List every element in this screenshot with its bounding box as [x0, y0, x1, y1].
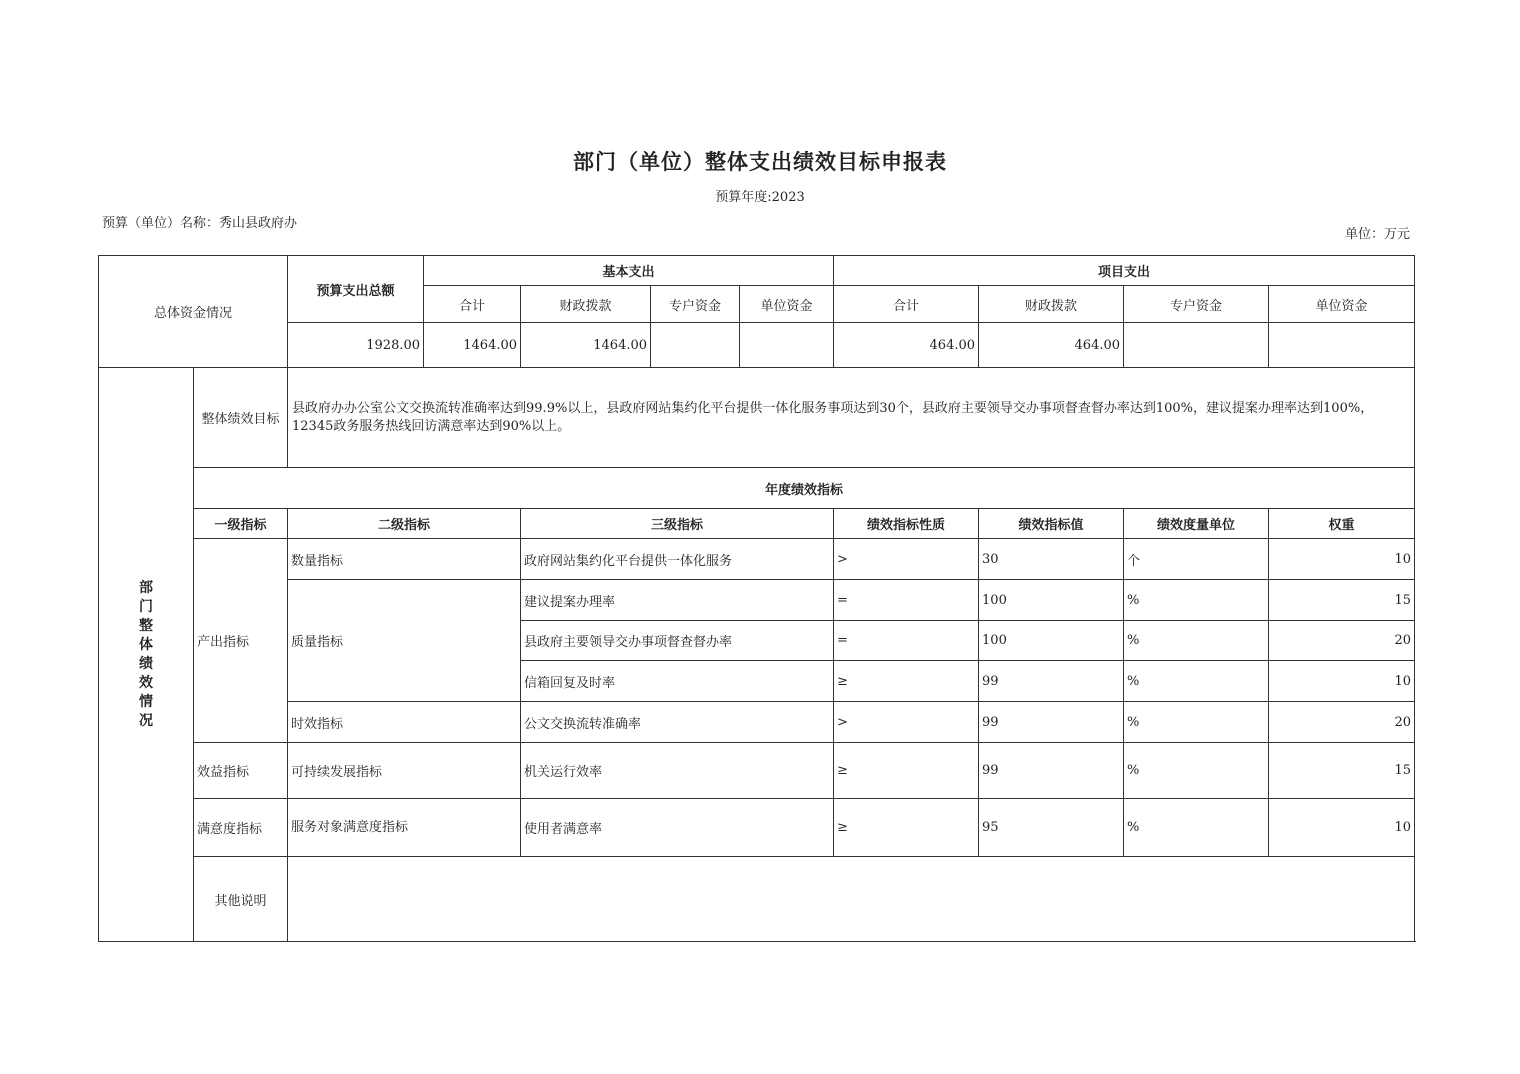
page-title: 部门（单位）整体支出绩效目标申报表 — [573, 150, 947, 174]
basic-sub-header: 专户资金 — [651, 286, 740, 323]
unit-cell: 个 — [1124, 539, 1269, 580]
column-header: 三级指标 — [521, 509, 834, 539]
value-cell: 100 — [979, 580, 1124, 621]
perf-section-label — [99, 368, 194, 942]
basic-sub-header: 合计 — [424, 286, 521, 323]
table-row — [99, 799, 1415, 857]
project-header: 项目支出 — [834, 256, 1415, 286]
unit-cell: % — [1124, 799, 1269, 857]
level1-cell: 效益指标 — [194, 743, 288, 799]
nature-cell: ≥ — [834, 661, 979, 702]
level2-cell: 数量指标 — [288, 539, 521, 580]
basic-value: 1464.00 — [521, 323, 651, 368]
project-value: 464.00 — [834, 323, 979, 368]
weight-cell: 15 — [1269, 580, 1415, 621]
weight-cell: 10 — [1269, 661, 1415, 702]
project-sub-header: 合计 — [834, 286, 979, 323]
level1-cell: 产出指标 — [194, 539, 288, 743]
unit-cell: % — [1124, 702, 1269, 743]
table-row — [99, 702, 1415, 743]
funds-row-label: 总体资金情况 — [99, 256, 288, 368]
project-sub-header: 专户资金 — [1124, 286, 1269, 323]
table-row — [99, 743, 1415, 799]
level3-cell: 公文交换流转准确率 — [521, 702, 834, 743]
currency-unit: 单位：万元 — [1344, 227, 1410, 242]
project-value — [1269, 323, 1415, 368]
basic-sub-header: 单位资金 — [740, 286, 834, 323]
nature-cell: > — [834, 539, 979, 580]
column-header: 一级指标 — [194, 509, 288, 539]
weight-cell: 10 — [1269, 539, 1415, 580]
nature-cell: = — [834, 580, 979, 621]
perf-section-text: 部门整体绩效情况 — [139, 579, 153, 729]
basic-value — [740, 323, 834, 368]
weight-cell: 20 — [1269, 621, 1415, 661]
basic-sub-header: 财政拨款 — [521, 286, 651, 323]
level3-cell: 县政府主要领导交办事项督查督办率 — [521, 621, 834, 661]
weight-cell: 10 — [1269, 799, 1415, 857]
weight-cell: 15 — [1269, 743, 1415, 799]
level2-cell — [288, 799, 521, 857]
level1-cell: 满意度指标 — [194, 799, 288, 857]
column-header: 二级指标 — [288, 509, 521, 539]
level2-cell: 时效指标 — [288, 702, 521, 743]
column-header: 绩效度量单位 — [1124, 509, 1269, 539]
unit-cell: % — [1124, 661, 1269, 702]
project-sub-header: 单位资金 — [1269, 286, 1415, 323]
nature-cell: = — [834, 621, 979, 661]
value-cell: 99 — [979, 702, 1124, 743]
column-header: 绩效指标性质 — [834, 509, 979, 539]
unit-cell: % — [1124, 621, 1269, 661]
goal-label: 整体绩效目标 — [194, 368, 288, 468]
nature-cell: > — [834, 702, 979, 743]
level2-cell: 可持续发展指标 — [288, 743, 521, 799]
value-cell: 95 — [979, 799, 1124, 857]
value-cell: 30 — [979, 539, 1124, 580]
nature-cell: ≥ — [834, 799, 979, 857]
table-row — [99, 580, 1415, 621]
level2-text: 服务对象满意度指标 — [291, 820, 409, 835]
level3-cell: 使用者满意率 — [521, 799, 834, 857]
project-value — [1124, 323, 1269, 368]
goal-text: 县政府办办公室公文交换流转准确率达到99.9%以上，县政府网站集约化平台提供一体化服务事项达到30个，县政府主要领导交办事项督查督办率达到100%，建议提案办理率达到100%，12345政务服务热线回访满意率达到90%以上。 — [288, 368, 1415, 468]
basic-value: 1464.00 — [424, 323, 521, 368]
basic-value — [651, 323, 740, 368]
total-header: 预算支出总额 — [288, 256, 424, 323]
unit-cell: % — [1124, 743, 1269, 799]
level3-cell: 建议提案办理率 — [521, 580, 834, 621]
basic-header: 基本支出 — [424, 256, 834, 286]
project-value: 464.00 — [979, 323, 1124, 368]
project-sub-header: 财政拨款 — [979, 286, 1124, 323]
other-label: 其他说明 — [194, 857, 288, 942]
column-header: 绩效指标值 — [979, 509, 1124, 539]
level2-cell: 质量指标 — [288, 580, 521, 702]
level3-cell: 政府网站集约化平台提供一体化服务 — [521, 539, 834, 580]
unit-cell: % — [1124, 580, 1269, 621]
value-cell: 100 — [979, 621, 1124, 661]
table-row — [99, 539, 1415, 580]
other-text — [288, 857, 1415, 942]
annual-indicators-header: 年度绩效指标 — [194, 468, 1415, 509]
unit-name: 预算（单位）名称：秀山县政府办 — [102, 216, 298, 231]
column-header: 权重 — [1269, 509, 1415, 539]
performance-table — [98, 255, 1415, 942]
budget-year: 预算年度:2023 — [715, 190, 805, 205]
nature-cell: ≥ — [834, 743, 979, 799]
value-cell: 99 — [979, 661, 1124, 702]
total-value: 1928.00 — [288, 323, 424, 368]
level3-cell: 机关运行效率 — [521, 743, 834, 799]
level3-cell: 信箱回复及时率 — [521, 661, 834, 702]
weight-cell: 20 — [1269, 702, 1415, 743]
value-cell: 99 — [979, 743, 1124, 799]
